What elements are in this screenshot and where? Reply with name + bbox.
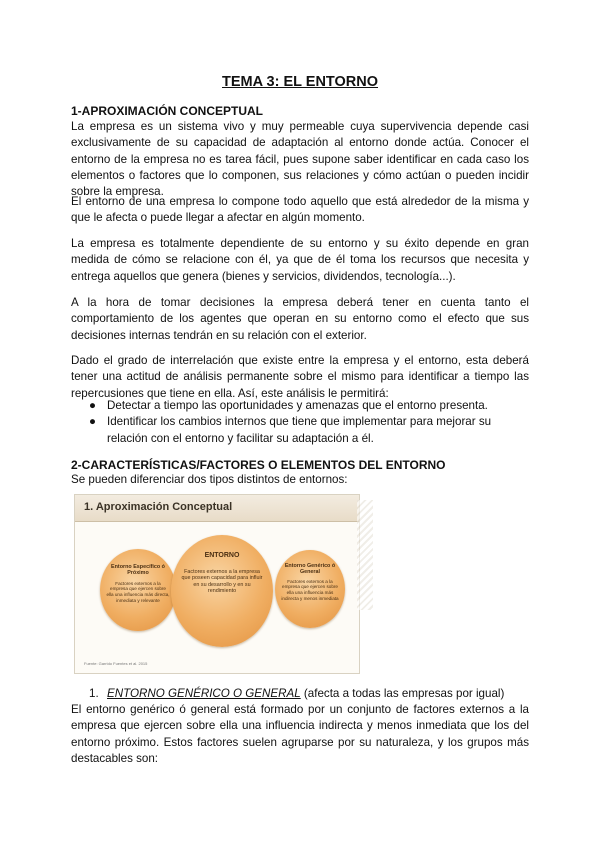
item-text <box>107 687 504 700</box>
circle-label: Entorno Específico ó Próximo <box>111 564 165 577</box>
list-item <box>71 414 529 447</box>
section-1-heading: 1-APROXIMACIÓN CONCEPTUAL <box>71 104 264 118</box>
bullet-icon: ● <box>89 415 97 429</box>
page-title: TEMA 3: EL ENTORNO <box>221 74 379 90</box>
circle-specific-environment <box>100 549 176 631</box>
section-2-heading: 2-CARACTERÍSTICAS/FACTORES O ELEMENTOS DEL ENTORNO <box>71 458 446 472</box>
bullet-icon: ● <box>89 399 97 412</box>
list-item-text: Detectar a tiempo las oportunidades y amenazas que el entorno presenta. <box>107 399 488 412</box>
item-number: 1. <box>89 687 99 700</box>
circle-general-environment <box>275 550 345 628</box>
item-suffix: (afecta a todas las empresas por igual) <box>300 687 505 700</box>
figure-slide <box>74 494 360 674</box>
circle-text: Factores externos a la empresa que ejercen sobre ella una influencia más indirecta y menos inmediata <box>281 578 339 601</box>
bullet-list <box>71 398 529 447</box>
list-item-text: Identificar los cambios internos que tiene que implementar para mejorar su relación con el entorno y facilitar su adaptación a él. <box>107 415 492 445</box>
decorative-pattern <box>357 500 373 610</box>
figure-source: Fuente: Garrido Fuentes et al. 2015 <box>84 661 148 666</box>
circle-text: Factores externos a la empresa que ejercen sobre ella una influencia más directa, inmediata y relevante <box>106 580 170 603</box>
paragraph-3: La empresa es totalmente dependiente de su entorno y su éxito depende en gran medida de cómo se relacione con él, ya que de él toma los recursos que necesita y entrega aquellos que genera (bienes y servicios, dividendos, tecnología...). <box>71 237 529 283</box>
circle-label: ENTORNO <box>204 552 240 559</box>
item-title: ENTORNO GENÉRICO O GENERAL <box>107 687 301 700</box>
paragraph-4: A la hora de tomar decisiones la empresa deberá tener en cuenta tanto el comportamiento de los agentes que operan en su entorno como el efecto que sus decisiones internas tendrán en su relación con el exterior. <box>71 296 529 342</box>
slide-title: 1. Aproximación Conceptual <box>84 501 233 513</box>
paragraph-2: El entorno de una empresa lo compone todo aquello que está alrededor de la misma y que le afecta o puede llegar a afectar en algún momento. <box>71 195 529 225</box>
paragraph-1: La empresa es un sistema vivo y muy permeable cuya supervivencia depende casi exclusivamente de su capacidad de adaptación al entorno donde actúa. Conocer el entorno de la empresa no es tarea fácil, pues supone saber identificar en cada caso los elementos o factores que lo componen, sus relaciones y cómo actúan o pueden incidir sobre la empresa. <box>71 120 529 199</box>
list-item <box>71 398 529 414</box>
circle-environment <box>171 535 273 647</box>
paragraph-generic-environment: El entorno genérico ó general está formado por un conjunto de factores externos a la empresa que ejercen sobre ella una influencia indirecta y menos inmediata que los del entorno próximo. Estos factores suelen agruparse por su naturaleza, y los grupos más destacables son: <box>71 703 529 765</box>
paragraph-5: Dado el grado de interrelación que existe entre la empresa y el entorno, esta deberá tener una actitud de análisis permanente sobre el mismo para identificar a tiempo las repercusiones que tiene en ella. Así, este análisis le permitirá: <box>71 354 529 400</box>
slide-title-bar <box>75 495 359 522</box>
section-2-intro: Se pueden diferenciar dos tipos distintos de entornos: <box>71 473 348 486</box>
circle-text: Factores externos a la empresa que poseen capacidad para influir en su desarrollo y en su rendimiento <box>181 569 263 595</box>
circle-label: Entorno Genérico ó General <box>284 563 336 576</box>
